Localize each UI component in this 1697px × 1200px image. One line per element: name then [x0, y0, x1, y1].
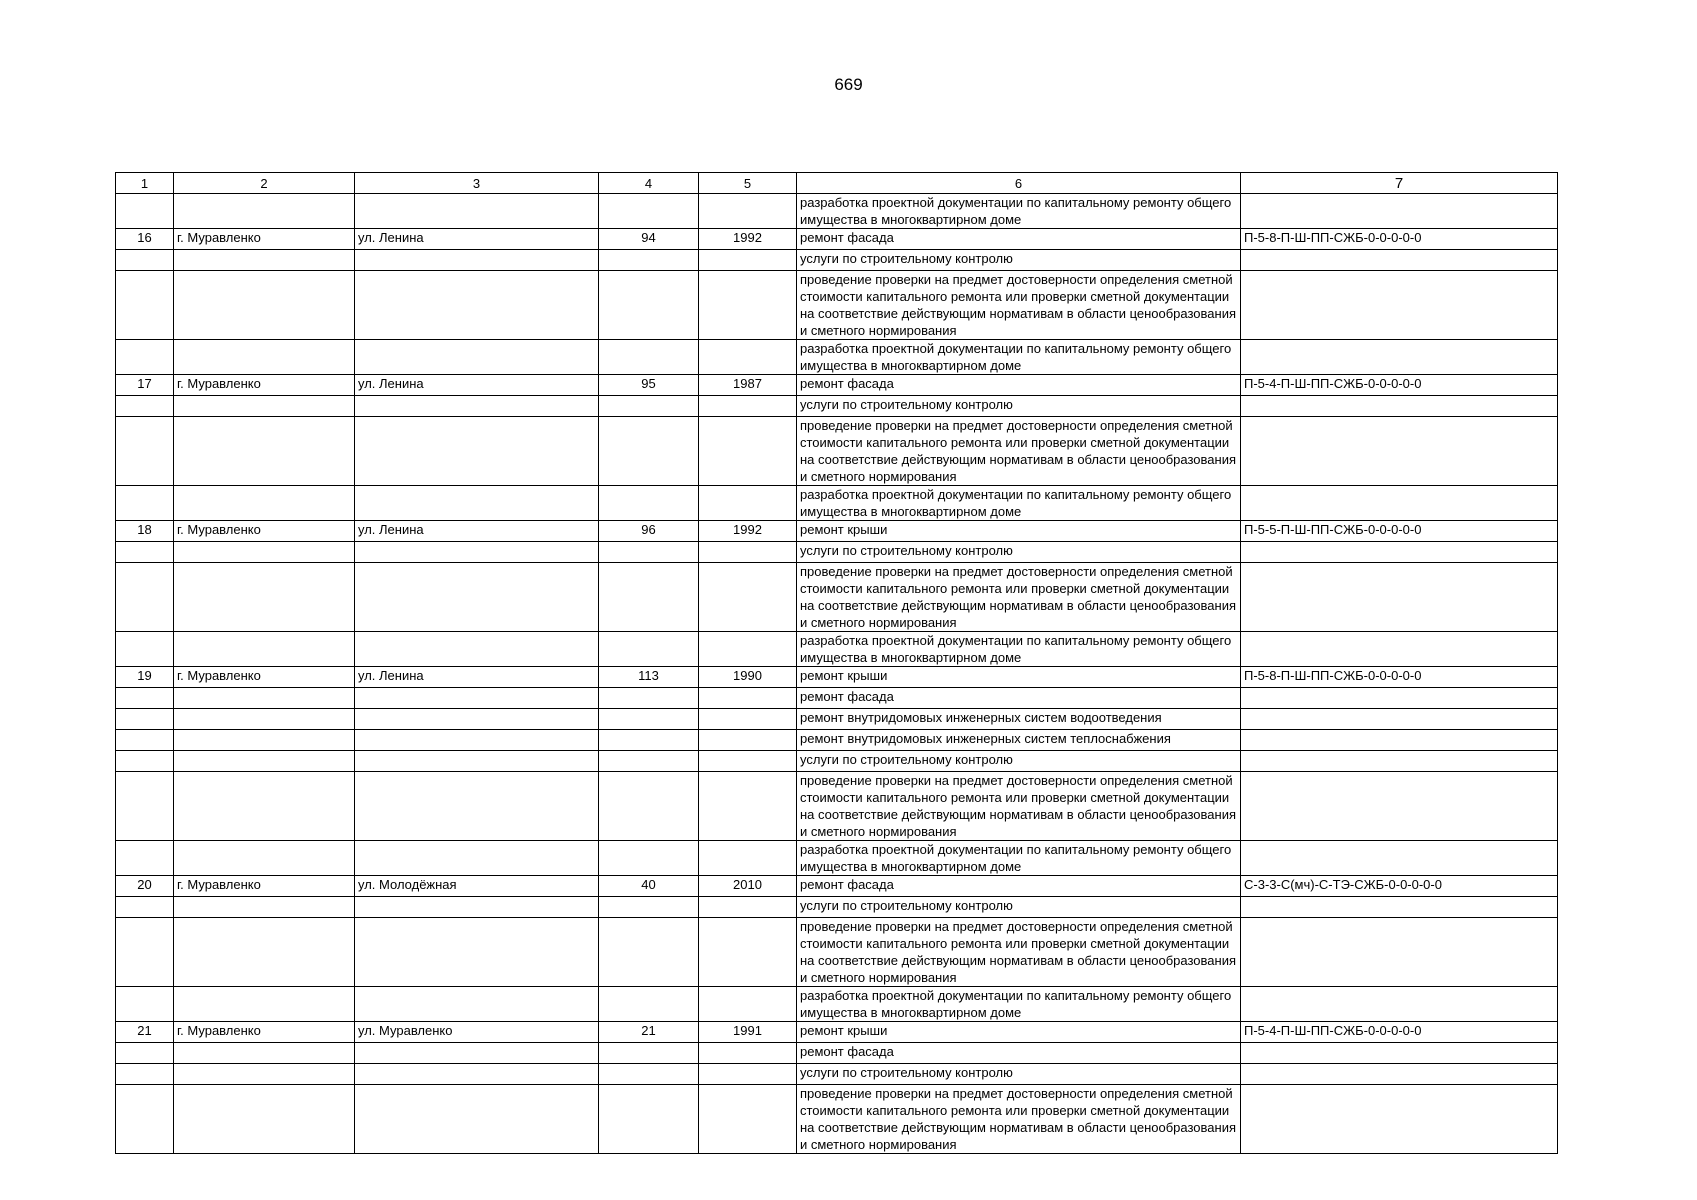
cell-street: ул. Ленина [355, 229, 599, 250]
cell-city [174, 632, 355, 667]
cell-city [174, 417, 355, 486]
cell-street [355, 709, 599, 730]
table-row [116, 730, 1558, 751]
cell-build-year [699, 417, 797, 486]
cell-row-number: 21 [116, 1022, 174, 1043]
cell-work-type: услуги по строительному контролю [797, 1064, 1241, 1085]
header-col-5: 5 [699, 173, 797, 194]
cell-building-code [1241, 918, 1558, 987]
cell-building-code [1241, 897, 1558, 918]
cell-work-type: ремонт крыши [797, 1022, 1241, 1043]
header-col-2: 2 [174, 173, 355, 194]
cell-row-number [116, 396, 174, 417]
cell-work-type: услуги по строительному контролю [797, 542, 1241, 563]
table-row [116, 772, 1558, 841]
table-row [116, 375, 1558, 396]
cell-street [355, 396, 599, 417]
cell-work-type: разработка проектной документации по капитальному ремонту общего имущества в многоквартирном доме [797, 486, 1241, 521]
cell-work-type: услуги по строительному контролю [797, 396, 1241, 417]
cell-row-number [116, 730, 174, 751]
cell-build-year [699, 918, 797, 987]
cell-city [174, 194, 355, 229]
cell-city: г. Муравленко [174, 375, 355, 396]
cell-house-number [599, 632, 699, 667]
table-row [116, 1085, 1558, 1154]
cell-build-year [699, 194, 797, 229]
cell-build-year [699, 1043, 797, 1064]
header-col-3: 3 [355, 173, 599, 194]
cell-row-number [116, 271, 174, 340]
cell-work-type: проведение проверки на предмет достоверности определения сметной стоимости капитального ремонта или проверки сметной документации на соответствие действующим нормативам в области ценообразования и сметного нормирования [797, 1085, 1241, 1154]
table-row [116, 271, 1558, 340]
table-row [116, 897, 1558, 918]
cell-work-type: проведение проверки на предмет достоверности определения сметной стоимости капитального ремонта или проверки сметной документации на соответствие действующим нормативам в области ценообразования и сметного нормирования [797, 417, 1241, 486]
cell-row-number [116, 841, 174, 876]
cell-street [355, 751, 599, 772]
cell-row-number [116, 688, 174, 709]
cell-work-type: разработка проектной документации по капитальному ремонту общего имущества в многоквартирном доме [797, 340, 1241, 375]
cell-house-number [599, 841, 699, 876]
cell-street [355, 563, 599, 632]
cell-house-number [599, 709, 699, 730]
cell-city: г. Муравленко [174, 876, 355, 897]
cell-row-number [116, 486, 174, 521]
cell-city [174, 730, 355, 751]
cell-row-number [116, 542, 174, 563]
cell-house-number: 94 [599, 229, 699, 250]
cell-city: г. Муравленко [174, 1022, 355, 1043]
cell-street [355, 1085, 599, 1154]
cell-house-number [599, 730, 699, 751]
cell-building-code: С-3-3-С(мч)-С-ТЭ-СЖБ-0-0-0-0-0 [1241, 876, 1558, 897]
cell-building-code: П-5-4-П-Ш-ПП-СЖБ-0-0-0-0-0 [1241, 375, 1558, 396]
cell-city: г. Муравленко [174, 521, 355, 542]
cell-house-number [599, 772, 699, 841]
cell-building-code: П-5-8-П-Ш-ПП-СЖБ-0-0-0-0-0 [1241, 229, 1558, 250]
cell-house-number [599, 396, 699, 417]
cell-house-number [599, 688, 699, 709]
cell-city [174, 1043, 355, 1064]
cell-work-type: услуги по строительному контролю [797, 751, 1241, 772]
cell-building-code [1241, 730, 1558, 751]
cell-street [355, 1043, 599, 1064]
cell-street: ул. Молодёжная [355, 876, 599, 897]
table-row [116, 918, 1558, 987]
cell-building-code [1241, 632, 1558, 667]
cell-work-type: проведение проверки на предмет достоверности определения сметной стоимости капитального ремонта или проверки сметной документации на соответствие действующим нормативам в области ценообразования и сметного нормирования [797, 918, 1241, 987]
repair-program-table [115, 172, 1558, 1154]
cell-city [174, 1085, 355, 1154]
cell-row-number [116, 709, 174, 730]
cell-street [355, 918, 599, 987]
cell-building-code [1241, 542, 1558, 563]
cell-row-number: 18 [116, 521, 174, 542]
cell-city: г. Муравленко [174, 667, 355, 688]
cell-build-year: 1990 [699, 667, 797, 688]
cell-street [355, 632, 599, 667]
cell-row-number [116, 987, 174, 1022]
cell-building-code [1241, 772, 1558, 841]
cell-row-number: 19 [116, 667, 174, 688]
cell-work-type: проведение проверки на предмет достоверности определения сметной стоимости капитального ремонта или проверки сметной документации на соответствие действующим нормативам в области ценообразования и сметного нормирования [797, 563, 1241, 632]
cell-build-year [699, 730, 797, 751]
cell-build-year [699, 250, 797, 271]
cell-city [174, 340, 355, 375]
cell-row-number [116, 1043, 174, 1064]
table-row [116, 709, 1558, 730]
cell-house-number [599, 751, 699, 772]
cell-street [355, 542, 599, 563]
cell-house-number [599, 1043, 699, 1064]
table-row [116, 1043, 1558, 1064]
cell-build-year [699, 772, 797, 841]
cell-street [355, 194, 599, 229]
cell-build-year [699, 987, 797, 1022]
cell-street: ул. Муравленко [355, 1022, 599, 1043]
cell-street [355, 772, 599, 841]
cell-city [174, 486, 355, 521]
cell-city [174, 751, 355, 772]
table-row [116, 841, 1558, 876]
cell-build-year [699, 563, 797, 632]
cell-street [355, 340, 599, 375]
cell-street [355, 486, 599, 521]
table-row [116, 229, 1558, 250]
table-row [116, 486, 1558, 521]
cell-street [355, 417, 599, 486]
cell-house-number [599, 271, 699, 340]
cell-build-year [699, 486, 797, 521]
cell-work-type: ремонт крыши [797, 521, 1241, 542]
cell-building-code [1241, 417, 1558, 486]
cell-house-number: 95 [599, 375, 699, 396]
cell-city: г. Муравленко [174, 229, 355, 250]
cell-city [174, 542, 355, 563]
cell-house-number [599, 897, 699, 918]
cell-house-number [599, 918, 699, 987]
cell-build-year [699, 688, 797, 709]
cell-city [174, 772, 355, 841]
cell-row-number [116, 1085, 174, 1154]
table-row [116, 751, 1558, 772]
cell-building-code [1241, 688, 1558, 709]
cell-work-type: услуги по строительному контролю [797, 250, 1241, 271]
cell-row-number [116, 563, 174, 632]
cell-city [174, 918, 355, 987]
cell-house-number: 113 [599, 667, 699, 688]
header-col-1: 1 [116, 173, 174, 194]
cell-work-type: проведение проверки на предмет достоверности определения сметной стоимости капитального ремонта или проверки сметной документации на соответствие действующим нормативам в области ценообразования и сметного нормирования [797, 772, 1241, 841]
table-row [116, 396, 1558, 417]
cell-building-code [1241, 396, 1558, 417]
cell-work-type: разработка проектной документации по капитальному ремонту общего имущества в многоквартирном доме [797, 194, 1241, 229]
cell-work-type: ремонт фасада [797, 876, 1241, 897]
cell-street: ул. Ленина [355, 667, 599, 688]
cell-city [174, 271, 355, 340]
table-row [116, 1022, 1558, 1043]
cell-work-type: услуги по строительному контролю [797, 897, 1241, 918]
cell-street [355, 1064, 599, 1085]
cell-work-type: разработка проектной документации по капитальному ремонту общего имущества в многоквартирном доме [797, 841, 1241, 876]
cell-city [174, 841, 355, 876]
table-row [116, 563, 1558, 632]
cell-house-number [599, 417, 699, 486]
table-row [116, 632, 1558, 667]
cell-building-code [1241, 1064, 1558, 1085]
header-col-6: 6 [797, 173, 1241, 194]
cell-row-number [116, 918, 174, 987]
cell-building-code: П-5-8-П-Ш-ПП-СЖБ-0-0-0-0-0 [1241, 667, 1558, 688]
cell-city [174, 987, 355, 1022]
header-col-4: 4 [599, 173, 699, 194]
table-row [116, 521, 1558, 542]
cell-street [355, 250, 599, 271]
table-row [116, 194, 1558, 229]
cell-street [355, 897, 599, 918]
cell-build-year: 2010 [699, 876, 797, 897]
table-row [116, 987, 1558, 1022]
cell-city [174, 897, 355, 918]
cell-house-number [599, 1064, 699, 1085]
cell-build-year: 1992 [699, 521, 797, 542]
cell-street [355, 730, 599, 751]
cell-work-type: ремонт фасада [797, 229, 1241, 250]
cell-building-code [1241, 709, 1558, 730]
cell-city [174, 1064, 355, 1085]
cell-building-code [1241, 751, 1558, 772]
cell-build-year [699, 271, 797, 340]
cell-house-number [599, 563, 699, 632]
cell-building-code: П-5-4-П-Ш-ПП-СЖБ-0-0-0-0-0 [1241, 1022, 1558, 1043]
cell-work-type: разработка проектной документации по капитальному ремонту общего имущества в многоквартирном доме [797, 987, 1241, 1022]
cell-house-number: 96 [599, 521, 699, 542]
cell-building-code [1241, 563, 1558, 632]
cell-row-number: 17 [116, 375, 174, 396]
cell-build-year [699, 841, 797, 876]
cell-row-number: 16 [116, 229, 174, 250]
cell-row-number [116, 194, 174, 229]
cell-building-code [1241, 486, 1558, 521]
cell-building-code [1241, 1085, 1558, 1154]
cell-build-year: 1987 [699, 375, 797, 396]
cell-building-code [1241, 987, 1558, 1022]
table-row [116, 250, 1558, 271]
cell-build-year [699, 1064, 797, 1085]
cell-house-number: 40 [599, 876, 699, 897]
header-row [116, 173, 1558, 194]
cell-house-number: 21 [599, 1022, 699, 1043]
cell-row-number [116, 772, 174, 841]
cell-build-year [699, 632, 797, 667]
cell-work-type: ремонт фасада [797, 1043, 1241, 1064]
cell-work-type: проведение проверки на предмет достоверности определения сметной стоимости капитального ремонта или проверки сметной документации на соответствие действующим нормативам в области ценообразования и сметного нормирования [797, 271, 1241, 340]
cell-work-type: ремонт внутридомовых инженерных систем водоотведения [797, 709, 1241, 730]
cell-street [355, 271, 599, 340]
cell-build-year [699, 709, 797, 730]
cell-house-number [599, 1085, 699, 1154]
table-row [116, 667, 1558, 688]
cell-city [174, 688, 355, 709]
cell-row-number [116, 340, 174, 375]
cell-street: ул. Ленина [355, 521, 599, 542]
cell-house-number [599, 542, 699, 563]
cell-build-year [699, 340, 797, 375]
cell-street [355, 987, 599, 1022]
cell-street [355, 841, 599, 876]
cell-build-year: 1991 [699, 1022, 797, 1043]
cell-row-number: 20 [116, 876, 174, 897]
cell-row-number [116, 632, 174, 667]
cell-row-number [116, 897, 174, 918]
cell-street: ул. Ленина [355, 375, 599, 396]
cell-house-number [599, 250, 699, 271]
cell-build-year [699, 897, 797, 918]
page-number: 669 [834, 75, 863, 94]
table-row [116, 876, 1558, 897]
cell-building-code [1241, 340, 1558, 375]
table-row [116, 1064, 1558, 1085]
cell-work-type: ремонт фасада [797, 688, 1241, 709]
cell-house-number [599, 340, 699, 375]
cell-row-number [116, 751, 174, 772]
cell-house-number [599, 194, 699, 229]
cell-building-code [1241, 271, 1558, 340]
cell-work-type: ремонт внутридомовых инженерных систем теплоснабжения [797, 730, 1241, 751]
cell-city [174, 396, 355, 417]
cell-house-number [599, 987, 699, 1022]
table-row [116, 688, 1558, 709]
cell-build-year: 1992 [699, 229, 797, 250]
cell-city [174, 563, 355, 632]
table-row [116, 340, 1558, 375]
cell-city [174, 250, 355, 271]
cell-building-code: П-5-5-П-Ш-ПП-СЖБ-0-0-0-0-0 [1241, 521, 1558, 542]
cell-building-code [1241, 250, 1558, 271]
cell-build-year [699, 1085, 797, 1154]
cell-building-code [1241, 841, 1558, 876]
cell-building-code [1241, 194, 1558, 229]
table-row [116, 417, 1558, 486]
cell-row-number [116, 1064, 174, 1085]
table-row [116, 542, 1558, 563]
cell-build-year [699, 542, 797, 563]
table-body [116, 194, 1558, 1154]
cell-work-type: ремонт фасада [797, 375, 1241, 396]
header-col-7: 7 [1241, 173, 1558, 194]
cell-building-code [1241, 1043, 1558, 1064]
cell-work-type: разработка проектной документации по капитальному ремонту общего имущества в многоквартирном доме [797, 632, 1241, 667]
cell-build-year [699, 396, 797, 417]
cell-street [355, 688, 599, 709]
cell-row-number [116, 417, 174, 486]
cell-build-year [699, 751, 797, 772]
cell-house-number [599, 486, 699, 521]
cell-city [174, 709, 355, 730]
cell-row-number [116, 250, 174, 271]
cell-work-type: ремонт крыши [797, 667, 1241, 688]
